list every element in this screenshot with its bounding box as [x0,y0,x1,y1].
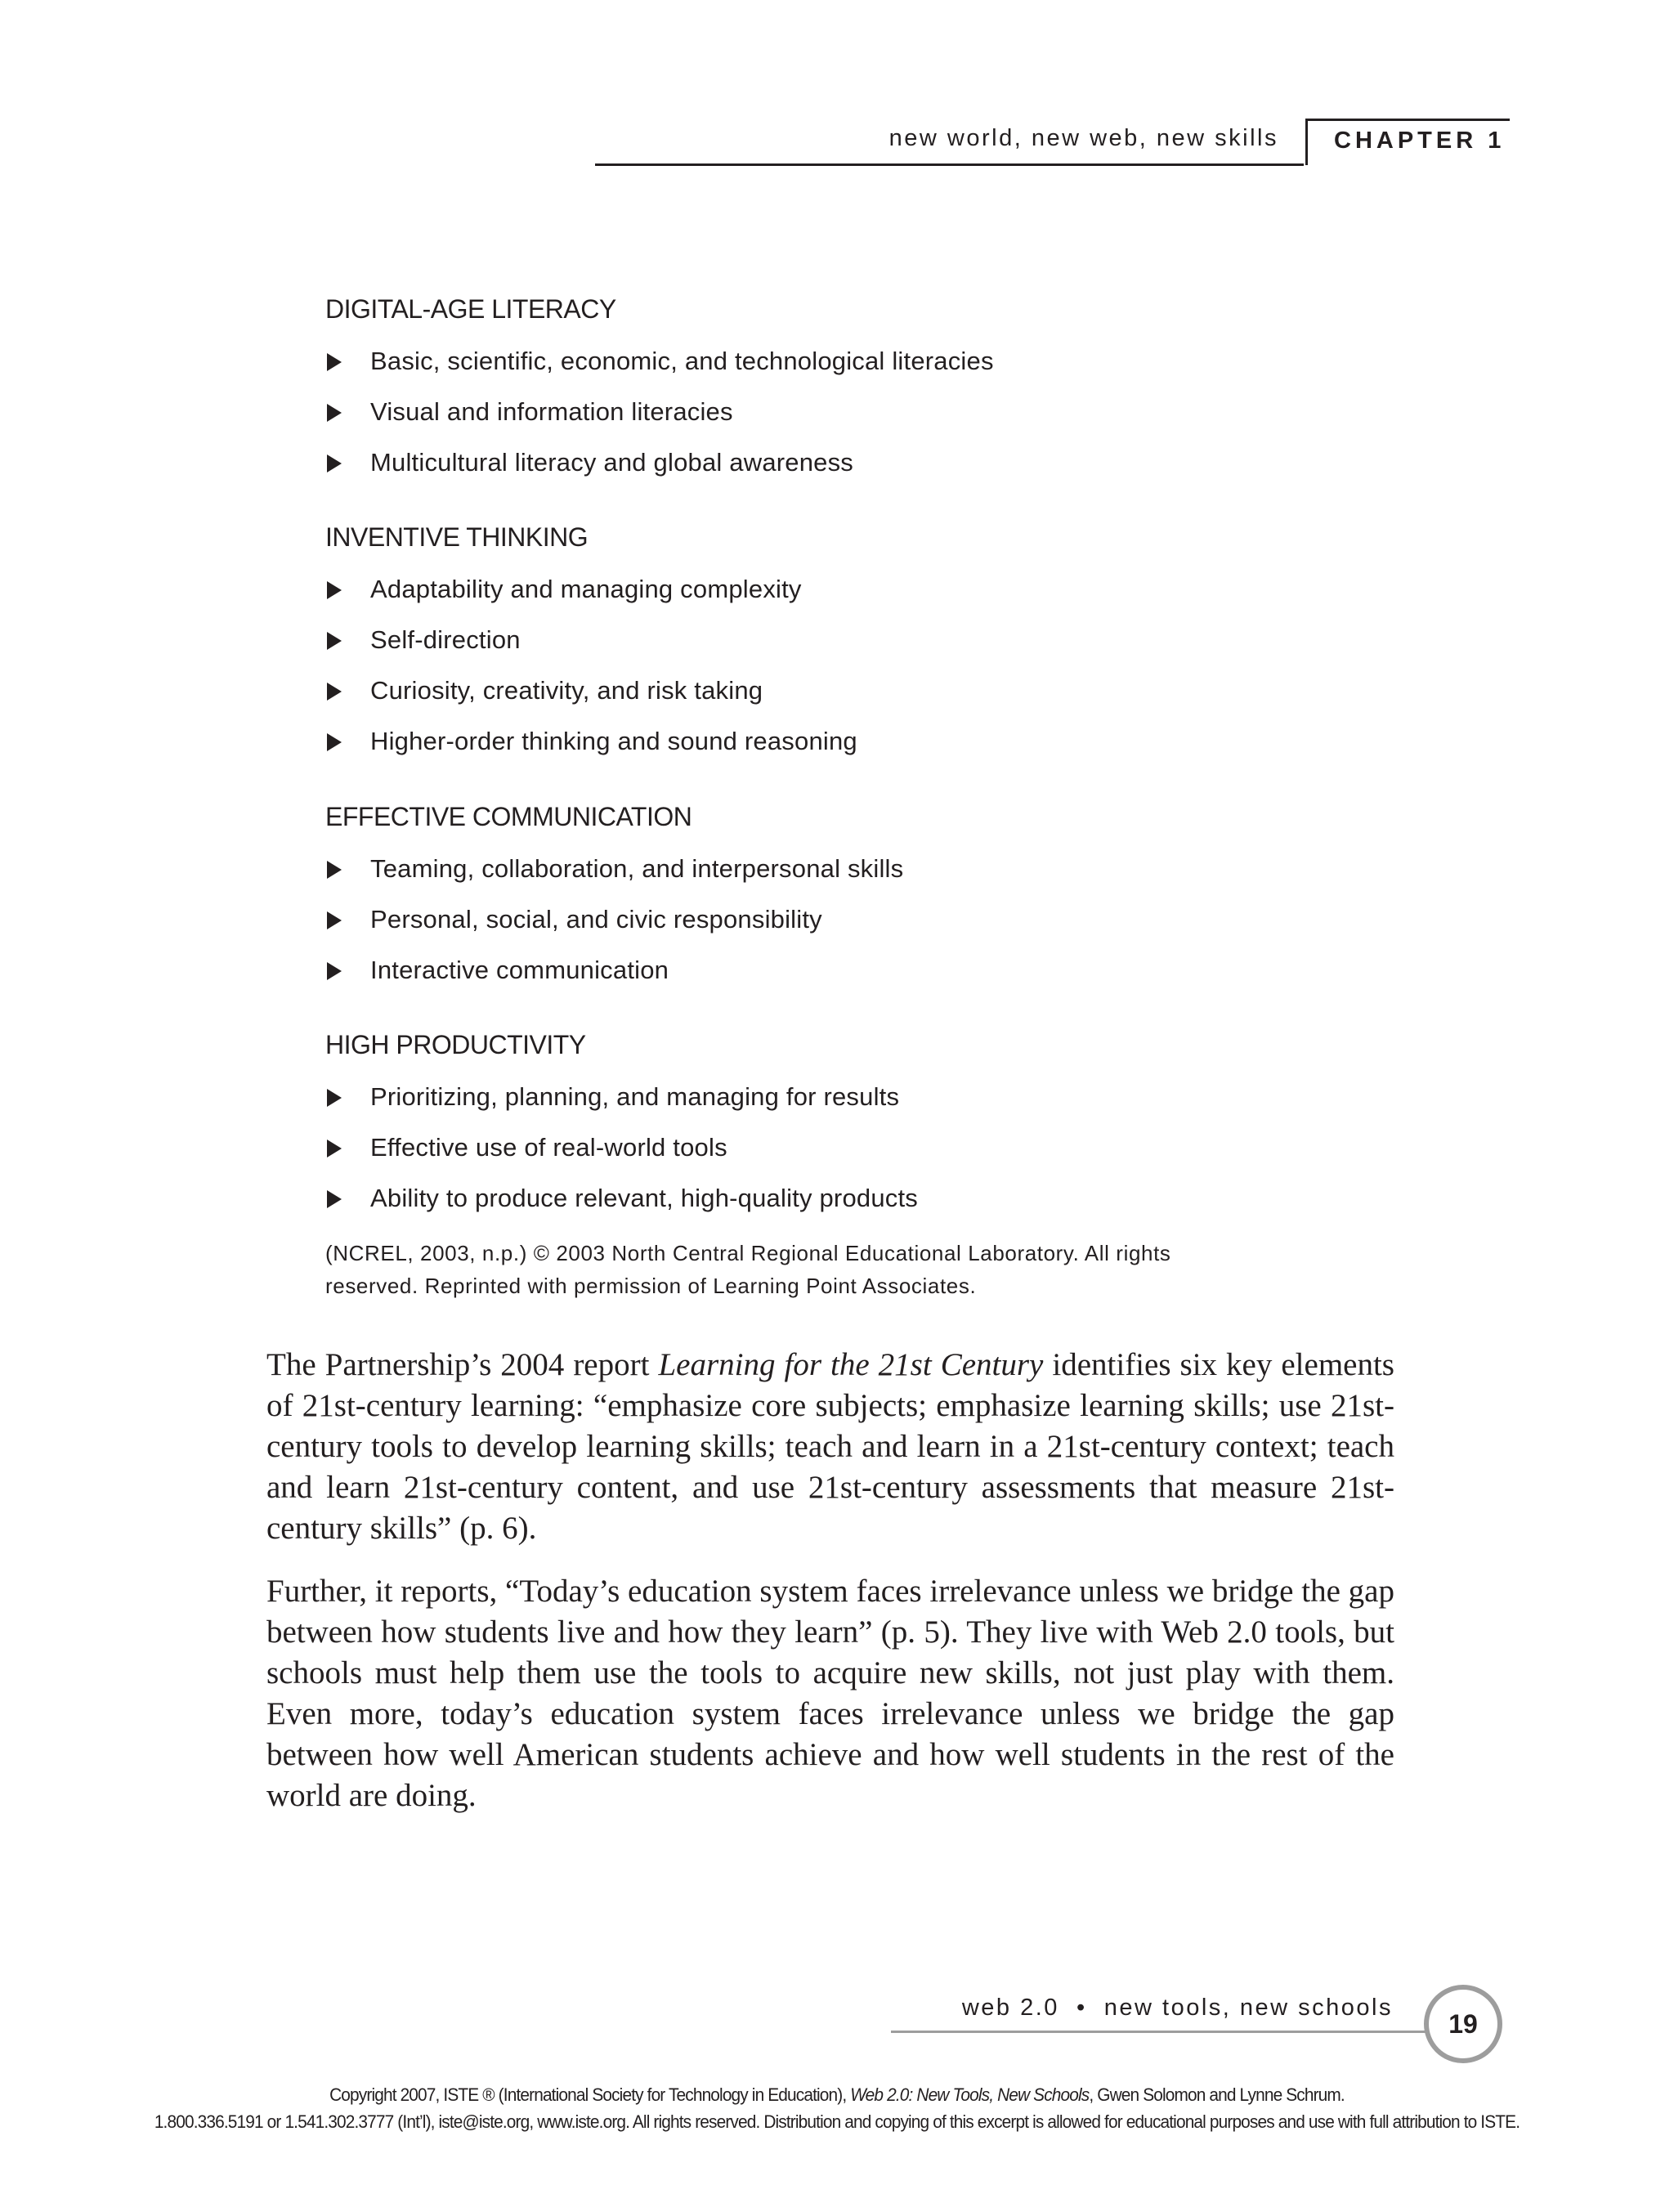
list-item-text: Self-direction [370,625,521,654]
list-item-text: Interactive communication [370,956,669,984]
body-paragraph [266,1571,1394,1816]
section-heading: DIGITAL-AGE LITERACY [325,294,616,324]
paragraph-text: identifies six key elements of 21st-century learning: “emphasize core subjects; emphasize learning skills; use 21st-century tools to develop learning skills; teach and learn in a 21st-century context; teach and learn 21st-century content, and use 21st-century assessments that measure 21st-century skills” (p. 6). [266,1347,1394,1546]
copyright-text: , Gwen Solomon and Lynne Schrum. [1089,2084,1345,2105]
bullet-arrow-icon [327,1190,342,1208]
bullet-arrow-icon [327,632,342,650]
list-item-text: Prioritizing, planning, and managing for results [370,1082,900,1111]
source-credit [325,1237,1306,1302]
paragraph-text: Further, it reports, “Today’s education system faces irrelevance unless we bridge the gap between how students live and how they learn” (p. 5). They live with Web 2.0 tools, but schools must help them use the tools to acquire new skills, not just play with them. Even more, today’s education system faces irrelevance unless we bridge the gap between how well American students achieve and how well students in the rest of the world are doing. [266,1574,1394,1813]
bullet-arrow-icon [327,353,342,371]
running-footer-title: web 2.0 • new tools, new schools [961,1995,1393,2021]
copyright-line [44,2084,1630,2106]
credit-line: reserved. Reprinted with permission of Learning Point Associates. [325,1274,977,1298]
list-item-text: Multicultural literacy and global awareness [370,448,854,477]
copyright-contact-line: 1.800.336.5191 or 1.541.302.3777 (Int’l), iste@iste.org, www.iste.org. All rights reserved. Distribution and copying of this excerpt is allowed for educational purposes and use with full attribution to ISTE. [154,2111,1520,2132]
list-item-text: Basic, scientific, economic, and technological literacies [370,347,994,375]
header-rule [595,163,1304,166]
page-number: 19 [1448,2009,1478,2039]
copyright-text: Copyright 2007, ISTE ® (International Society for Technology in Education), [329,2084,851,2105]
page-number-badge [1424,1985,1502,2063]
bullet-arrow-icon [327,1089,342,1107]
list-item-text: Adaptability and managing complexity [370,575,802,603]
bullet-arrow-icon [327,683,342,701]
section-heading: INVENTIVE THINKING [325,522,589,552]
list-item-text: Effective use of real-world tools [370,1133,727,1162]
body-paragraph [266,1345,1394,1549]
list-item-text: Curiosity, creativity, and risk taking [370,676,763,705]
bullet-arrow-icon [327,962,342,980]
book-title: Web 2.0: New Tools, New Schools [850,2084,1090,2105]
report-title: Learning for the 21st Century [658,1347,1044,1382]
bullet-arrow-icon [327,1140,342,1157]
chapter-label: CHAPTER 1 [1334,128,1506,154]
list-item-text: Teaming, collaboration, and interpersonal skills [370,854,904,883]
list-item-text: Personal, social, and civic responsibility [370,905,822,934]
section-heading: EFFECTIVE COMMUNICATION [325,802,692,831]
bullet-arrow-icon [327,911,342,929]
running-header-title: new world, new web, new skills [888,125,1278,151]
bullet-arrow-icon [327,581,342,599]
paragraph-text: The Partnership’s 2004 report [266,1347,659,1382]
section-heading: HIGH PRODUCTIVITY [325,1030,586,1059]
list-item-text: Visual and information literacies [370,397,733,426]
list-item-text: Ability to produce relevant, high-quality products [370,1184,918,1212]
bullet-arrow-icon [327,861,342,879]
bullet-arrow-icon [327,404,342,422]
list-item-text: Higher-order thinking and sound reasoning [370,727,857,755]
credit-line: (NCREL, 2003, n.p.) © 2003 North Central Regional Educational Laboratory. All rights [325,1241,1171,1265]
footer-rule [891,2031,1430,2033]
bullet-arrow-icon [327,454,342,472]
bullet-arrow-icon [327,733,342,751]
